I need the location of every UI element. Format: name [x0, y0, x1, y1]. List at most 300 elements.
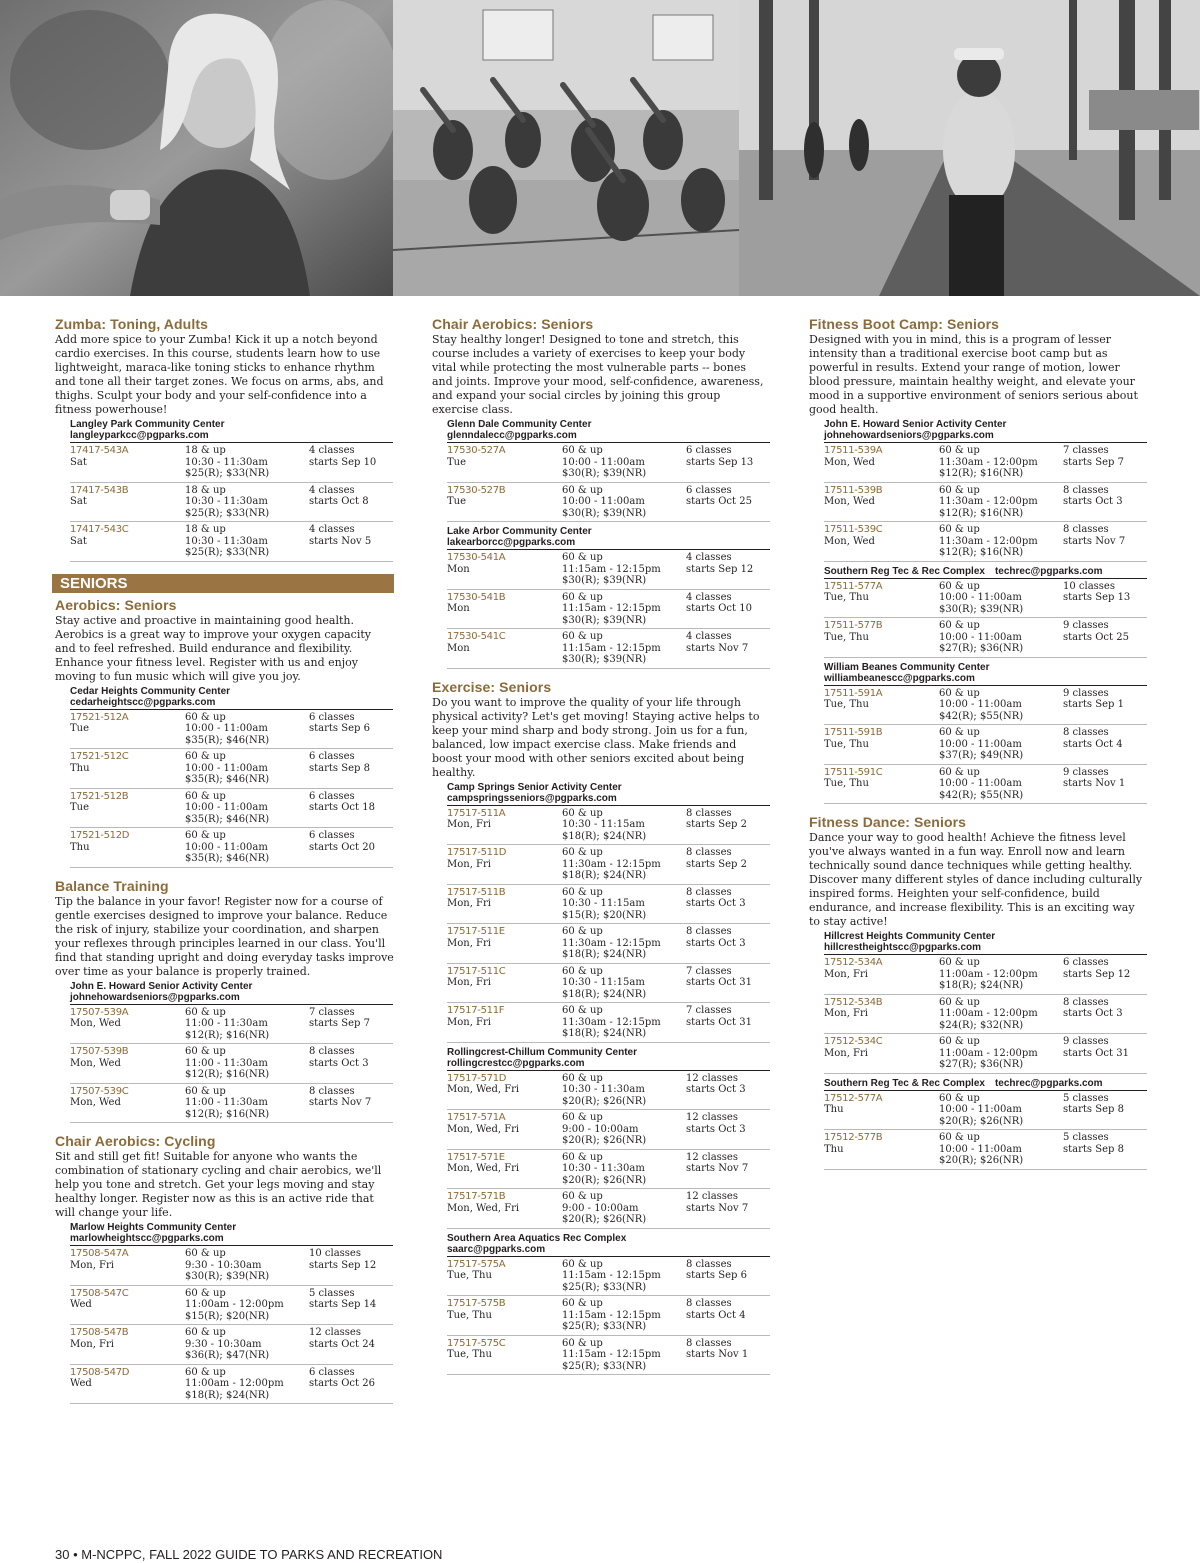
meeting-days: Sat — [70, 535, 87, 547]
section-description: Designed with you in mind, this is a program of lesser intensity than a traditional exercise boot camp but as powerful in results. Extend your range of motion, lower blood pressure, maintain healthy weight, and elevate your mood in a supportive environment of seniors serious about good health. — [809, 333, 1138, 416]
fee: $24(R); $32(NR) — [939, 1019, 1024, 1031]
course-code[interactable]: 17530-541A — [447, 552, 506, 563]
course-code[interactable]: 17517-511E — [447, 926, 505, 937]
class-count: 12 classes — [686, 1191, 738, 1202]
course-code[interactable]: 17517-571E — [447, 1151, 505, 1163]
location-name: Langley Park Community Center — [70, 419, 225, 430]
start-date: starts Nov 7 — [686, 1163, 749, 1174]
location-email[interactable]: cedarheightscc@pgparks.com — [70, 697, 393, 710]
empty-cell — [1063, 1059, 1147, 1071]
meeting-days: Mon, Fri — [824, 968, 868, 980]
start-date: starts Oct 20 — [309, 841, 375, 853]
course-code[interactable]: 17517-511F — [447, 1005, 505, 1016]
empty-cell — [447, 831, 562, 843]
meeting-time: 10:30 - 11:30am — [185, 535, 268, 547]
start-date: starts Oct 26 — [309, 1378, 375, 1389]
location-block — [70, 419, 393, 562]
meeting-days: Sat — [70, 496, 87, 507]
course-code[interactable]: 17417-543B — [70, 484, 129, 496]
course-code[interactable]: 17517-511A — [447, 807, 506, 819]
class-listing-row — [824, 522, 1147, 562]
meeting-days: Mon, Wed — [70, 1097, 121, 1108]
course-code[interactable]: 17511-591C — [824, 766, 883, 778]
empty-cell — [686, 831, 770, 843]
meeting-days: Mon, Wed, Fri — [447, 1123, 520, 1135]
class-listing-row — [70, 1286, 393, 1326]
course-code[interactable]: 17508-547D — [70, 1366, 130, 1378]
course-code[interactable]: 17508-547B — [70, 1327, 129, 1338]
course-code[interactable]: 17511-577B — [824, 620, 883, 631]
course-code[interactable]: 17507-539B — [70, 1046, 129, 1057]
age-range: 60 & up — [939, 727, 980, 738]
class-listing-row — [824, 1034, 1147, 1074]
empty-cell — [70, 1350, 185, 1362]
class-count: 5 classes — [1063, 1092, 1109, 1104]
class-count: 6 classes — [309, 790, 355, 802]
class-count: 9 classes — [1063, 1036, 1109, 1047]
class-listing-row — [447, 1296, 770, 1336]
fee: $27(R); $36(NR) — [939, 1059, 1024, 1070]
empty-cell — [447, 1282, 562, 1294]
fee: $12(R); $16(NR) — [939, 468, 1024, 479]
course-code[interactable]: 17511-539C — [824, 524, 883, 535]
location-email[interactable]: johnehowardseniors@pgparks.com — [70, 992, 393, 1005]
location-email[interactable]: techrec@pgparks.com — [994, 1077, 1103, 1089]
class-listing-row — [824, 765, 1147, 805]
course-code[interactable]: 17512-577B — [824, 1132, 883, 1143]
empty-cell — [447, 1175, 562, 1187]
age-range: 60 & up — [185, 1248, 226, 1259]
fee: $20(R); $26(NR) — [562, 1214, 647, 1225]
empty-cell — [824, 711, 939, 723]
empty-cell — [1063, 711, 1147, 723]
age-range: 60 & up — [185, 790, 226, 802]
start-date: starts Oct 3 — [686, 1123, 746, 1135]
meeting-days: Mon, Fri — [447, 898, 491, 909]
fee: $12(R); $16(NR) — [185, 1108, 270, 1120]
meeting-time: 10:00 - 11:00am — [939, 631, 1022, 643]
class-listing-row — [447, 1110, 770, 1150]
class-count: 12 classes — [686, 1151, 738, 1163]
course-code[interactable]: 17508-547C — [70, 1287, 129, 1299]
empty-cell — [1063, 1020, 1147, 1032]
empty-cell — [309, 508, 393, 520]
class-count: 6 classes — [309, 711, 355, 723]
fee: $18(R); $24(NR) — [562, 830, 647, 842]
meeting-days: Mon, Wed — [824, 496, 875, 507]
location-email[interactable]: campspringsseniors@pgparks.com — [447, 793, 770, 806]
seniors-section-header: SENIORS — [52, 574, 394, 593]
class-listing-row — [824, 483, 1147, 523]
start-date: starts Oct 31 — [686, 1016, 752, 1028]
class-listing-row — [824, 443, 1147, 483]
chair-aerobics-cycling-section — [55, 1133, 395, 1404]
start-date: starts Oct 3 — [686, 937, 746, 949]
empty-cell — [824, 643, 939, 655]
fee: $18(R); $24(NR) — [185, 1389, 270, 1401]
meeting-days: Tue — [70, 723, 90, 734]
location-email[interactable]: hillcrestheightscc@pgparks.com — [824, 942, 1147, 955]
location-email[interactable]: lakearborcc@pgparks.com — [447, 537, 770, 550]
course-code[interactable]: 17517-571B — [447, 1191, 506, 1202]
class-count: 12 classes — [686, 1112, 738, 1123]
age-range: 60 & up — [939, 996, 980, 1008]
class-count: 7 classes — [1063, 445, 1109, 456]
location-name: Glenn Dale Community Center — [447, 419, 592, 430]
meeting-time: 9:00 - 10:00am — [562, 1202, 639, 1214]
meeting-time: 10:30 - 11:30am — [185, 456, 268, 468]
section-title: Chair Aerobics: Cycling — [55, 1133, 216, 1149]
fee: $20(R); $26(NR) — [562, 1174, 647, 1186]
start-date: starts Sep 12 — [686, 563, 754, 575]
start-date: starts Oct 25 — [686, 496, 752, 507]
empty-cell — [824, 604, 939, 616]
start-date: starts Nov 5 — [309, 535, 372, 547]
start-date: starts Oct 3 — [686, 898, 746, 909]
location-email[interactable]: marlowheightscc@pgparks.com — [70, 1233, 393, 1246]
meeting-days: Mon — [447, 563, 470, 575]
empty-cell — [70, 1109, 185, 1121]
age-range: 60 & up — [939, 687, 980, 699]
course-code[interactable]: 17517-575B — [447, 1298, 506, 1309]
meeting-time: 10:30 - 11:30am — [185, 496, 268, 507]
meeting-time: 10:30 - 11:15am — [562, 977, 645, 988]
class-count: 12 classes — [309, 1327, 361, 1338]
class-count: 9 classes — [1063, 620, 1109, 631]
meeting-days: Mon, Wed — [70, 1057, 121, 1069]
course-code[interactable]: 17530-527A — [447, 445, 506, 456]
fitness-dance-section — [809, 814, 1147, 1170]
course-code[interactable]: 17511-577A — [824, 580, 883, 592]
class-count: 8 classes — [1063, 484, 1109, 496]
location-email[interactable]: langleyparkcc@pgparks.com — [70, 430, 393, 443]
course-code[interactable]: 17517-575A — [447, 1258, 506, 1270]
class-count: 6 classes — [309, 830, 355, 841]
start-date: starts Sep 8 — [1063, 1104, 1124, 1115]
class-count: 4 classes — [686, 591, 732, 603]
meeting-time: 10:00 - 11:00am — [185, 762, 268, 774]
empty-cell — [309, 814, 393, 826]
course-code[interactable]: 17507-539A — [70, 1006, 129, 1018]
class-count: 6 classes — [686, 484, 732, 496]
fee: $30(R); $39(NR) — [562, 614, 647, 626]
meeting-time: 11:15am - 12:15pm — [562, 563, 661, 575]
age-range: 60 & up — [939, 1132, 980, 1143]
meeting-days: Tue, Thu — [447, 1270, 492, 1281]
meeting-time: 11:30am - 12:15pm — [562, 858, 661, 870]
fee: $27(R); $36(NR) — [939, 643, 1024, 654]
fee: $15(R); $20(NR) — [185, 1310, 270, 1322]
start-date: starts Nov 1 — [686, 1349, 749, 1360]
empty-cell — [447, 654, 562, 666]
age-range: 60 & up — [562, 631, 603, 642]
empty-cell — [824, 790, 939, 802]
meeting-days: Mon — [447, 603, 470, 614]
meeting-time: 10:30 - 11:15am — [562, 898, 645, 909]
course-code[interactable]: 17521-512D — [70, 830, 130, 841]
class-count: 9 classes — [1063, 687, 1109, 699]
class-listing-row — [824, 579, 1147, 619]
fee: $12(R); $16(NR) — [185, 1069, 270, 1080]
age-range: 60 & up — [562, 1072, 603, 1084]
start-date: starts Sep 8 — [1063, 1143, 1124, 1155]
empty-cell — [309, 1109, 393, 1121]
course-code[interactable]: 17521-512B — [70, 790, 129, 802]
meeting-days: Tue, Thu — [447, 1309, 492, 1321]
meeting-days: Wed — [70, 1299, 92, 1310]
fee: $35(R); $46(NR) — [185, 734, 270, 746]
start-date: starts Sep 14 — [309, 1299, 377, 1310]
class-listing-row — [447, 1071, 770, 1111]
class-listing-row — [70, 749, 393, 789]
start-date: starts Oct 3 — [1063, 1008, 1123, 1019]
exercise-seniors-section — [432, 679, 770, 1376]
meeting-time: 11:30am - 12:15pm — [562, 1016, 661, 1028]
empty-cell — [1063, 508, 1147, 520]
course-code[interactable]: 17517-511B — [447, 886, 506, 898]
course-code[interactable]: 17517-511D — [447, 847, 507, 858]
empty-cell — [447, 989, 562, 1001]
class-count: 7 classes — [686, 965, 732, 977]
course-code[interactable]: 17517-571A — [447, 1112, 506, 1123]
fee: $25(R); $33(NR) — [562, 1281, 647, 1293]
class-listing-row — [447, 483, 770, 523]
fee: $18(R); $24(NR) — [562, 1028, 647, 1039]
class-listing-row — [824, 1091, 1147, 1131]
course-code[interactable]: 17517-511C — [447, 965, 506, 977]
course-code[interactable]: 17530-527B — [447, 484, 506, 496]
fee: $12(R); $16(NR) — [185, 1029, 270, 1041]
age-range: 60 & up — [939, 445, 980, 456]
fee: $36(R); $47(NR) — [185, 1350, 270, 1361]
class-count: 8 classes — [309, 1046, 355, 1057]
fee: $12(R); $16(NR) — [939, 547, 1024, 558]
meeting-time: 11:30am - 12:00pm — [939, 496, 1038, 507]
location-block — [70, 981, 393, 1124]
empty-cell — [309, 1311, 393, 1323]
empty-cell — [309, 853, 393, 865]
start-date: starts Sep 12 — [309, 1259, 377, 1271]
meeting-days: Mon, Fri — [447, 1016, 491, 1028]
empty-cell — [686, 1175, 770, 1187]
class-listing-row — [70, 1325, 393, 1365]
empty-cell — [1063, 790, 1147, 802]
class-listing-row — [447, 443, 770, 483]
course-code[interactable]: 17417-543C — [70, 524, 129, 535]
meeting-days: Mon, Fri — [824, 1008, 868, 1019]
start-date: starts Nov 7 — [686, 642, 749, 654]
fee: $35(R); $46(NR) — [185, 813, 270, 825]
empty-cell — [70, 1069, 185, 1081]
empty-cell — [686, 468, 770, 480]
class-count: 9 classes — [1063, 766, 1109, 778]
class-listing-row — [447, 885, 770, 925]
page-footer: 30 • M-NCPPC, FALL 2022 GUIDE TO PARKS AND RECREATION — [55, 1547, 443, 1562]
start-date: starts Sep 13 — [686, 456, 754, 468]
empty-cell — [686, 1361, 770, 1373]
class-count: 8 classes — [686, 1298, 732, 1309]
empty-cell — [447, 615, 562, 627]
age-range: 60 & up — [562, 1258, 603, 1270]
class-listing-row — [824, 725, 1147, 765]
location-name: Marlow Heights Community Center — [70, 1222, 237, 1233]
location-name: Camp Springs Senior Activity Center — [447, 781, 622, 793]
fee: $12(R); $16(NR) — [939, 507, 1024, 519]
start-date: starts Oct 31 — [686, 977, 752, 988]
empty-cell — [686, 949, 770, 961]
course-code[interactable]: 17517-575C — [447, 1337, 506, 1349]
age-range: 60 & up — [185, 1327, 226, 1338]
start-date: starts Sep 13 — [1063, 592, 1131, 603]
meeting-days: Thu — [70, 841, 90, 853]
location-email[interactable]: rollingcrestcc@pgparks.com — [447, 1058, 770, 1071]
fee: $37(R); $49(NR) — [939, 750, 1024, 761]
meeting-time: 10:30 - 11:30am — [562, 1163, 645, 1174]
start-date: starts Nov 7 — [1063, 535, 1126, 547]
empty-cell — [1063, 980, 1147, 992]
location-email[interactable]: techrec@pgparks.com — [994, 565, 1103, 577]
photo-woman-exercising — [0, 0, 393, 296]
course-code[interactable]: 17512-534B — [824, 996, 883, 1008]
location-email[interactable]: glenndalecc@pgparks.com — [447, 430, 770, 443]
section-description: Stay active and proactive in maintaining good health. Aerobics is a great way to improve your oxygen capacity and to feel refreshed. Build endurance and flexibility. Enhance your fitness level. Register with us and enjoy moving to fun music which will give you joy. — [55, 613, 371, 683]
meeting-time: 11:30am - 12:00pm — [939, 456, 1038, 468]
meeting-time: 10:00 - 11:00am — [185, 802, 268, 813]
section-description: Add more spice to your Zumba! Kick it up a notch beyond cardio exercises. In this course, students learn how to use lightweight, maraca-like toning sticks to enhance rhythm and tone all their target zones. We focus on arms, abs, and thighs. Sculpt your body and your self-confidence into a fitness powerhouse! — [55, 333, 384, 416]
course-code[interactable]: 17511-591A — [824, 687, 883, 699]
meeting-time: 11:15am - 12:15pm — [562, 642, 661, 654]
class-listing-row — [70, 789, 393, 829]
class-count: 8 classes — [686, 1337, 732, 1349]
meeting-time: 11:30am - 12:00pm — [939, 535, 1038, 547]
empty-cell — [70, 547, 185, 559]
section-title: Fitness Boot Camp: Seniors — [809, 316, 1000, 332]
location-email[interactable]: johnehowardseniors@pgparks.com — [824, 430, 1147, 443]
meeting-time: 11:00am - 12:00pm — [939, 1008, 1038, 1019]
age-range: 60 & up — [185, 1085, 226, 1097]
meeting-days: Tue, Thu — [824, 631, 869, 643]
class-count: 4 classes — [309, 524, 355, 535]
age-range: 60 & up — [562, 1005, 603, 1016]
course-code[interactable]: 17511-591B — [824, 727, 883, 738]
start-date: starts Sep 2 — [686, 858, 747, 870]
age-range: 60 & up — [185, 711, 226, 723]
meeting-days: Mon, Fri — [447, 937, 491, 949]
meeting-days: Thu — [824, 1104, 844, 1115]
location-email[interactable]: williambeanescc@pgparks.com — [824, 673, 1147, 686]
fee: $25(R); $33(NR) — [562, 1360, 647, 1372]
course-code[interactable]: 17417-543A — [70, 445, 129, 456]
meeting-time: 11:00 - 11:30am — [185, 1057, 268, 1069]
course-code[interactable]: 17507-539C — [70, 1085, 129, 1097]
age-range: 60 & up — [939, 1036, 980, 1047]
start-date: starts Sep 10 — [309, 456, 377, 468]
meeting-time: 9:00 - 10:00am — [562, 1123, 639, 1135]
fee: $18(R); $24(NR) — [562, 988, 647, 1000]
class-listing-row — [824, 955, 1147, 995]
course-code[interactable]: 17508-547A — [70, 1248, 129, 1259]
start-date: starts Nov 7 — [309, 1097, 372, 1108]
meeting-time: 10:00 - 11:00am — [939, 1104, 1022, 1115]
class-count: 8 classes — [686, 926, 732, 937]
balance-training-section — [55, 878, 395, 1124]
class-count: 8 classes — [309, 1085, 355, 1097]
class-count: 4 classes — [686, 552, 732, 563]
course-code[interactable]: 17521-512A — [70, 711, 129, 723]
empty-cell — [309, 1271, 393, 1283]
class-count: 5 classes — [309, 1287, 355, 1299]
start-date: starts Sep 8 — [309, 762, 370, 774]
meeting-days: Tue, Thu — [824, 592, 869, 603]
meeting-time: 11:30am - 12:15pm — [562, 937, 661, 949]
class-listing-row — [447, 590, 770, 630]
age-range: 60 & up — [939, 620, 980, 631]
course-code[interactable]: 17521-512C — [70, 751, 129, 762]
empty-cell — [1063, 643, 1147, 655]
location-email[interactable]: saarc@pgparks.com — [447, 1244, 770, 1257]
fee: $20(R); $26(NR) — [939, 1155, 1024, 1166]
age-range: 60 & up — [185, 1006, 226, 1018]
empty-cell — [447, 508, 562, 520]
age-range: 60 & up — [939, 484, 980, 496]
age-range: 60 & up — [939, 766, 980, 778]
course-code[interactable]: 17517-571D — [447, 1072, 507, 1084]
fee: $30(R); $39(NR) — [562, 654, 647, 665]
meeting-days: Tue, Thu — [824, 699, 869, 710]
start-date: starts Sep 2 — [686, 819, 747, 830]
class-listing-row — [70, 1005, 393, 1045]
course-code[interactable]: 17512-534A — [824, 957, 883, 968]
meeting-days: Mon, Fri — [447, 819, 491, 830]
meeting-time: 10:00 - 11:00am — [939, 592, 1022, 603]
course-code[interactable]: 17530-541C — [447, 631, 506, 642]
course-code[interactable]: 17530-541B — [447, 591, 506, 603]
empty-cell — [824, 508, 939, 520]
section-description: Stay healthy longer! Designed to tone and stretch, this course includes a variety of exercises to keep your body vital while protecting the most vulnerable parts -- bones and joints. Improve your mood, self-confidence, awareness, and expand your social circles by joining this group exercise class. — [432, 333, 764, 416]
empty-cell — [70, 508, 185, 520]
age-range: 60 & up — [562, 1298, 603, 1309]
photo-chair-aerobics-class — [393, 0, 739, 296]
column-left — [55, 316, 395, 1404]
class-listing-row — [447, 806, 770, 846]
empty-cell — [309, 1390, 393, 1402]
age-range: 60 & up — [562, 484, 603, 496]
meeting-days: Mon, Wed — [824, 535, 875, 547]
empty-cell — [447, 949, 562, 961]
meeting-time: 11:00am - 12:00pm — [939, 968, 1038, 980]
class-count: 7 classes — [309, 1006, 355, 1018]
start-date: starts Oct 3 — [686, 1084, 746, 1095]
start-date: starts Oct 8 — [309, 496, 369, 507]
meeting-days: Mon, Fri — [447, 977, 491, 988]
start-date: starts Sep 1 — [1063, 699, 1124, 710]
start-date: starts Sep 7 — [309, 1018, 370, 1029]
course-code[interactable]: 17511-539A — [824, 445, 883, 456]
meeting-days: Mon, Fri — [447, 858, 491, 870]
empty-cell — [447, 1135, 562, 1147]
course-code[interactable]: 17511-539B — [824, 484, 883, 496]
location-block — [70, 1222, 393, 1404]
empty-cell — [447, 1096, 562, 1108]
fee: $30(R); $39(NR) — [939, 603, 1024, 615]
course-code[interactable]: 17512-577A — [824, 1092, 883, 1104]
location-block — [447, 419, 770, 669]
fee: $30(R); $39(NR) — [562, 468, 647, 479]
class-listing-row — [447, 1150, 770, 1190]
fee: $30(R); $39(NR) — [562, 507, 647, 519]
course-code[interactable]: 17512-534C — [824, 1036, 883, 1047]
fee: $15(R); $20(NR) — [562, 909, 647, 921]
